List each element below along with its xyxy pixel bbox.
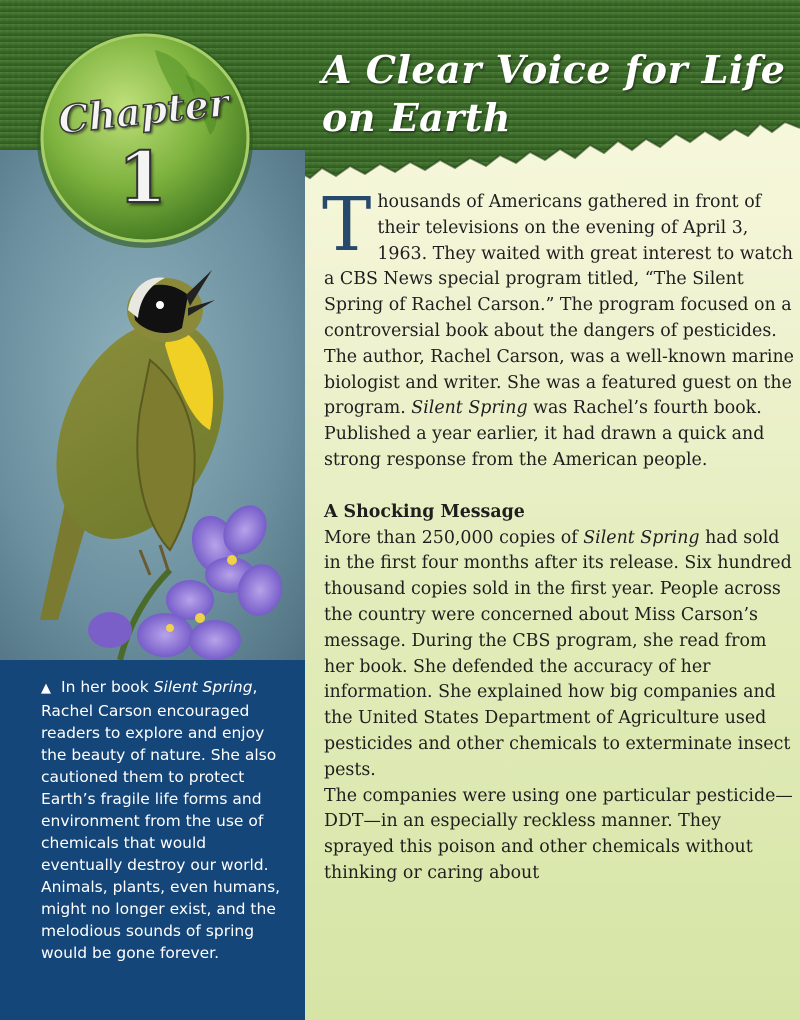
chapter-label: Chapter xyxy=(56,79,231,143)
paragraph-intro: Thousands of Americans gathered in front of their televisions on the evening of April 3, 1963. They waited with great interest to watch a CBS News special program titled, “The Silent Spring of Rachel Carson.” The program focused on a controversial book about the dangers of pesticides. The author, Rachel Carson, was a well-known marine biologist and writer. She was a featured guest on the program. Silent Spring was Rachel’s fourth book. Published a year earlier, it had drawn a quick and strong response from the American people. xyxy=(322,182,794,470)
paragraph-message: More than 250,000 copies of Silent Spring had sold in the first four months after its release. Six hundred thousand copies sold in the first year. People across the country were concerned about Miss Carson’s message. During the CBS program, she read from her book. She defended the accuracy of her information. She explained how big companies and the United States Department of Agriculture used pesticides and other chemicals to exterminate insect pests. xyxy=(324,527,792,780)
body-text xyxy=(322,182,794,887)
photo-caption: ▲ In her book Silent Spring, Rachel Carson encouraged readers to explore and enjoy the beauty of nature. She also cautioned them to protect Earth’s fragile life forms and environment from the use of chemicals that would eventually destroy our world. Animals, plants, even humans, might no longer exist, and the melodious sounds of spring would be gone forever. xyxy=(41,678,281,962)
up-triangle-icon: ▲ xyxy=(41,681,51,696)
drop-cap: T xyxy=(322,182,372,268)
chapter-number: 1 xyxy=(118,136,167,219)
section-heading: A Shocking Message xyxy=(324,501,525,522)
paragraph-ddt: The companies were using one particular pesticide—DDT—in an especially reckless manner. They sprayed this poison and other chemicals without thinking or caring about xyxy=(324,785,793,883)
chapter-title: A Clear Voice for Life on Earth xyxy=(322,47,786,140)
